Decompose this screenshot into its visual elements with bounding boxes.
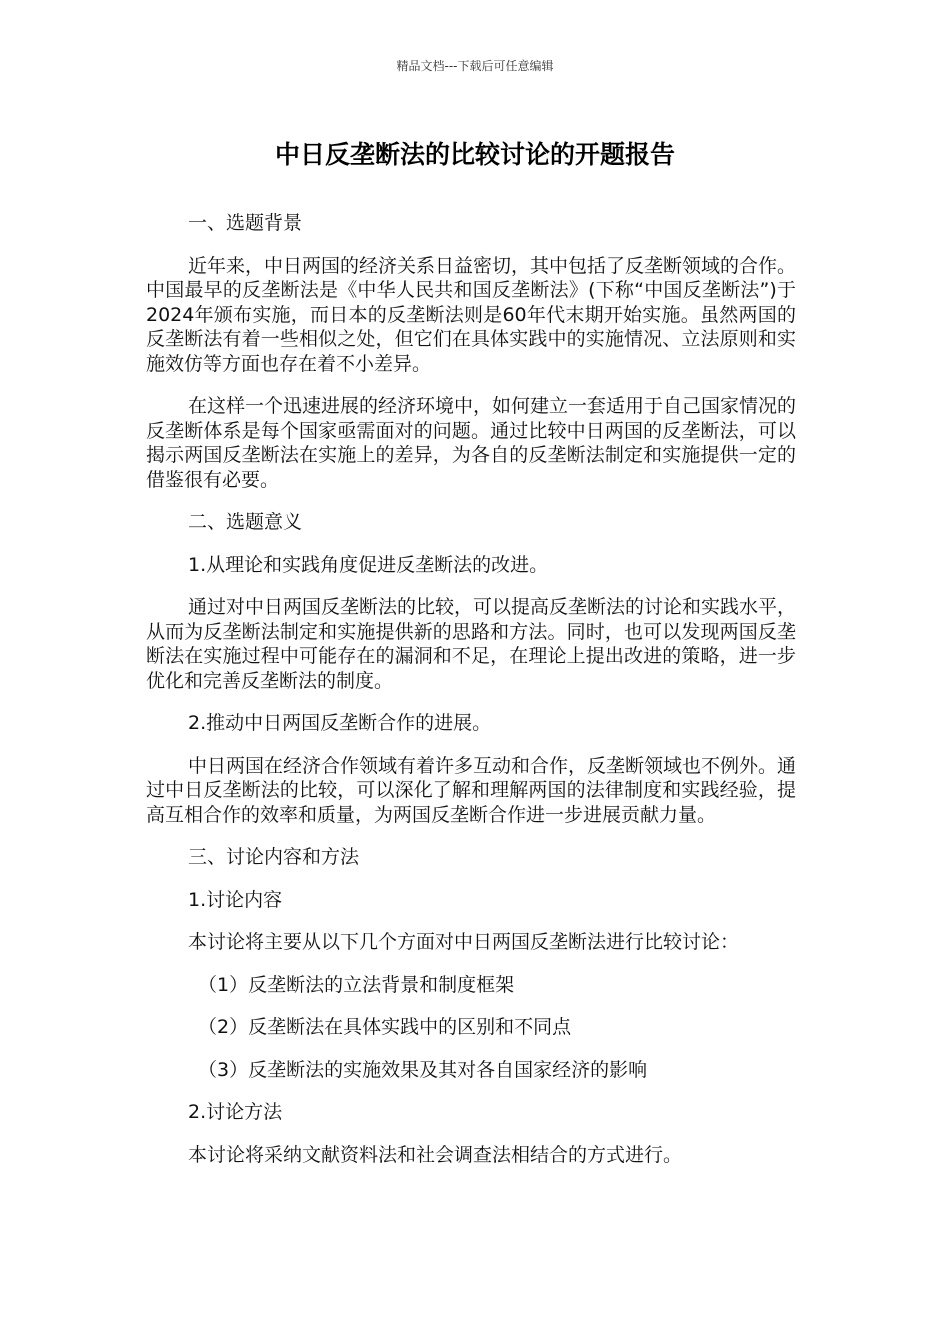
subheading-methods: 2.讨论方法 (188, 1101, 283, 1123)
subheading-content: 1.讨论内容 (188, 888, 283, 911)
paragraph-significance-2: 中日两国在经济合作领域有着许多互动和合作，反垄断领域也不例外。通过中日反垄断法的比较，可以深化了解和理解两国的法律制度和实践经验，提高互相合作的效率和质量，为两国反垄断合作进一步进展贡献力量。 (146, 754, 797, 826)
list-item: （2）反垄断法在具体实践中的区别和不同点 (198, 1016, 572, 1038)
header-note: 精品文档---下载后可任意编辑 (396, 59, 554, 73)
paragraph-background-1: 近年来，中日两国的经济关系日益密切，其中包括了反垄断领域的合作。中国最早的反垄断法是《中华人民共和国反垄断法》(下称“中国反垄断法”)于2024年颁布实施，而日本的反垄断法则是60年代末期开始实施。虽然两国的反垄断法有着一些相似之处，但它们在具体实践中的实施情况、立法原则和实施效仿等方面也存在着不小差异。 (146, 254, 797, 375)
list-item: （3）反垄断法的实施效果及其对各自国家经济的影响 (198, 1058, 648, 1081)
paragraph-content-intro: 本讨论将主要从以下几个方面对中日两国反垄断法进行比较讨论： (188, 931, 740, 953)
paragraph-methods: 本讨论将采纳文献资料法和社会调查法相结合的方式进行。 (188, 1143, 683, 1166)
subheading-significance-1: 1.从理论和实践角度促进反垄断法的改进。 (188, 553, 549, 576)
list-item: （1）反垄断法的立法背景和制度框架 (198, 973, 515, 996)
section-heading-content-methods: 三、讨论内容和方法 (188, 846, 360, 868)
document-title: 中日反垄断法的比较讨论的开题报告 (274, 140, 675, 169)
paragraph-significance-1: 通过对中日两国反垄断法的比较，可以提高反垄断法的讨论和实践水平，从而为反垄断法制定和实施提供新的思路和方法。同时，也可以发现两国反垄断法在实施过程中可能存在的漏洞和不足，在理论上提出改进的策略，进一步优化和完善反垄断法的制度。 (146, 596, 797, 692)
subheading-significance-2: 2.推动中日两国反垄断合作的进展。 (188, 712, 492, 734)
paragraph-background-2: 在这样一个迅速进展的经济环境中，如何建立一套适用于自己国家情况的反垄断体系是每个国家亟需面对的问题。通过比较中日两国的反垄断法，可以揭示两国反垄断法在实施上的差异，为各自的反垄断法制定和实施提供一定的借鉴很有必要。 (146, 395, 797, 491)
section-heading-significance: 二、选题意义 (188, 511, 303, 533)
section-heading-background: 一、选题背景 (188, 212, 303, 234)
document-body (146, 211, 796, 1185)
